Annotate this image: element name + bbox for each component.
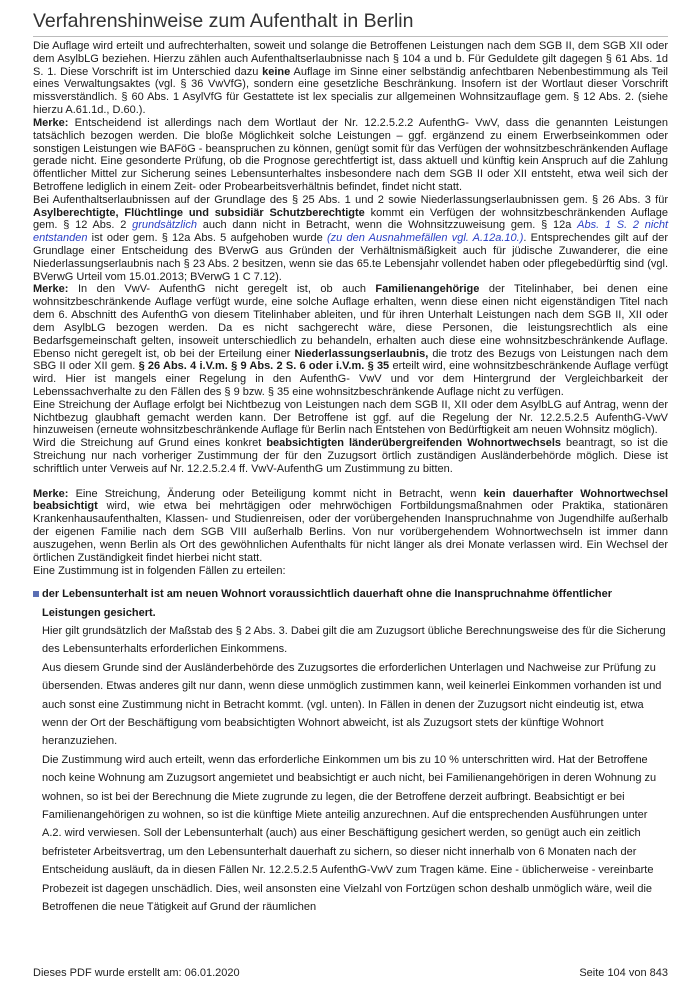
paragraph-7: Merke: Eine Streichung, Änderung oder Beteiligung kommt nicht in Betracht, wenn kein dauerhafter Wohnortwechsel beabsichtigt wird, wie etwa bei mehrtägigen oder mehrwöchigen Fortbildungsmaßnahmen oder Praktika, stationären Krankenhausaufenthalten, Klassen- und Studienreisen, oder der vorübergehenden Inanspruchnahme von Jugendhilfe außerhalb der eigenen Familie nach dem SGB VIII außerhalb Berlins. Von nur vorübergehendem Wohnortwechseln ist immer dann auszugehen, wenn Berlin als Ort des gewöhnlichen Aufenthalts für nicht länger als drei Monate verlassen wird. Ein Wechsel der örtlichen Zuständigkeit findet hierbei nicht statt. bbox=[33, 487, 669, 564]
merke-label: Merke: bbox=[33, 283, 69, 296]
paragraph-2: Merke: Entscheidend ist allerdings nach dem Wortlaut der Nr. 12.2.5.2.2 AufenthG- VwV, dass die genannten Leistungen tatsächlich bezogen werden. Die bloße Möglichkeit solche Leistungen – ggf. ergänzend zu einem Erwerbseinkommen oder sonstigen Leistungen wie BAFöG - beanspruchen zu können, genügt somit für das Verfügen der wohnsitzbeschränkenden Auflage gerade nicht. Eine gesonderte Prüfung, ob die Prognose gerechtfertigt ist, dass aktuell und künftig kein Anspruch auf die Zahlung öffentlicher Mittel zur Sicherung seines Lebensunterhaltes insbesondere nach dem SGB II oder XII entsteht, etwa weil sich der Betroffene lediglich in einem Zeit- oder Probearbeitsverhältnis befindet, findet nicht statt. bbox=[33, 116, 668, 193]
page-title: Verfahrenshinweise zum Aufenthalt in Berlin bbox=[33, 10, 414, 32]
paragraph-5: Eine Streichung der Auflage erfolgt bei Nichtbezug von Leistungen nach dem SGB II, XII oder dem AsylbLG auf Antrag, wenn der Nichtbezug glaubhaft gemacht werden kann. Der Betroffene ist ggf. auf die Regelung der Nr. 12.2.5.2.5 AufenthG-VwV hinzuweisen (erneute wohnsitzbeschränkende Auflage für Berlin nach Entstehen von Bedürftigkeit am neuen Wohnsitz möglich). bbox=[33, 398, 668, 437]
paragraph-4: Merke: In den VwV- AufenthG nicht geregelt ist, ob auch Familienangehörige der Titelinhaber, bei denen eine wohnsitzbeschränkende Auflage verfügt wurde, eine solche Auflage erhalten, wenn diese einen nicht eigenständigen Titel nach dem 6. Abschnitt des AufenthG von diesem Titelinhaber ableiten, und für ihren Unterhalt Leistungen nach dem SGB II, XII oder dem AsylbLG bezogen werden. Da es nicht sachgerecht wäre, diese Personen, die leistungsrechtlich als eine Bedarfsgemeinschaft gelten, insoweit unterschiedlich zu behandeln, erhalten auch diese eine wohnsitzbeschränkende Auflage. Ebenso nicht geregelt ist, ob bei der Erteilung einer Niederlassungserlaubnis, die trotz des Bezugs von Leistungen nach dem SBG II oder XII gem. § 26 Abs. 4 i.V.m. § 9 Abs. 2 S. 6 oder i.V.m. § 35 erteilt wird, eine wohnsitzbeschränkende Auflage verfügt wird. Hier ist mangels einer Regelung in den AufenthG- VwV und vor dem Hintergrund der Vergleichbarkeit der Lebenssachverhalte zu den Fällen des § 9 bzw. § 35 eine wohnsitzbeschränkende Auflage nicht zu verfügen. bbox=[33, 283, 669, 398]
bullet-square-icon bbox=[33, 591, 39, 597]
paragraph-3: Bei Aufenthaltserlaubnissen auf der Grundlage des § 25 Abs. 1 und 2 sowie Niederlassungserlaubnissen gem. § 26 Abs. 3 für Asylberechtigte, Flüchtlinge und subsidiär Schutzberechtigte kommt ein Verfügen der wohnsitzbeschränkenden Auflage gem. § 12 Abs. 2 grundsätzlich auch dann nicht in Betracht, wenn die Wohnsitzzuweisung gem. § 12a Abs. 1 S. 2 nicht entstanden ist oder gem. § 12a Abs. 5 aufgehoben wurde (zu den Ausnahmefällen vgl. A.12a.10.). Entsprechendes gilt auf der Grundlage einer Entscheidung des BVerwG aus Gründen der Verhältnismäßigkeit auch für jüdische Zuwanderer, die eine Niederlassungserlaubnis nach § 23 Abs. 2 besitzen, wenn sie das 65.te Lebensjahr vollendet haben oder pflegebedürftig sind (vgl. BVerwG Urteil vom 15.01.2013; BVerwG 1 C 7.12). bbox=[33, 193, 669, 283]
list-item bbox=[33, 585, 668, 622]
document-body bbox=[33, 40, 668, 916]
title-divider bbox=[33, 36, 668, 37]
link-abs-1-s-2[interactable]: Abs. 1 S. 2 nicht entstanden bbox=[33, 219, 669, 245]
link-grundsaetzlich[interactable]: grundsätzlich bbox=[132, 219, 197, 232]
bullet-heading: der Lebensunterhalt ist am neuen Wohnort voraussichtlich dauerhaft ohne die Inanspruchnahme öffentlicher Leistungen gesichert. bbox=[42, 588, 613, 619]
bullet-paragraph-1: Hier gilt grundsätzlich der Maßstab des § 2 Abs. 3. Dabei gilt die am Zuzugsort übliche Berechnungsweise des für die Sicherung des Lebensunterhalts erforderlichen Einkommens. bbox=[42, 624, 666, 656]
paragraph-8: Eine Zustimmung ist in folgenden Fällen zu erteilen: bbox=[33, 564, 286, 577]
bullet-paragraph-2: Aus diesem Grunde sind der Ausländerbehörde des Zuzugsortes die erforderlichen Unterlagen und Nachweise zur Prüfung zu übersenden. Etwas anderes gilt nur dann, wenn diese unmöglich zustimmen kann, weil keinerlei Einkommen vorhanden ist und auch sonst eine Zustimmung nicht in Betracht kommt. (vgl. unten). In Fällen in denen der Zuzugsort nicht eindeutig ist, etwa wenn der Ort der Beschäftigung vom beabsichtigten Wohnort abweicht, ist als Zuzugsort stets der künftige Wohnort heranzuziehen. bbox=[42, 661, 662, 748]
footer-created-date: Dieses PDF wurde erstellt am: 06.01.2020 bbox=[33, 967, 240, 979]
link-ausnahmefaelle[interactable]: (zu den Ausnahmefällen vgl. A.12a.10.) bbox=[326, 232, 524, 245]
bullet-paragraph-3: Die Zustimmung wird auch erteilt, wenn das erforderliche Einkommen um bis zu 10 % unterschritten wird. Hat der Betroffene noch keine Wohnung am Zuzugsort angemietet und beabsichtigt er auch nicht, bei Familienangehörigen in deren Wohnung zu wohnen, so ist bei der Berechnung die Miete zugrunde zu legen, die der Betroffene derzeit aufbringt. Beabsichtigt er bei Familienangehörigen zu wohnen, so ist die künftige Miete anteilig anzurechnen. Auf die entsprechenden Ausführungen unter A.2. wird verwiesen. Soll der Lebensunterhalt (auch) aus einer Beschäftigung gesichert werden, so genügt auch ein zeitlich befristeter Arbeitsvertrag, um den Lebensunterhalt dauerhaft zu sichern, so dieser nicht innerhalb von 6 Monaten nach der Entscheidung ausläuft, da in diesen Fällen Nr. 12.2.5.2.5 AufenthG-VwV zum Tragen käme. Eine - üblicherweise - vereinbarte Probezeit ist dagegen unschädlich. Dies, weil ansonsten eine Vielzahl von Fortzügen schon deshalb unmöglich wäre, weil die Betroffenen die neue Tätigkeit auf Grund der räumlichen bbox=[42, 753, 657, 913]
paragraph-1: Die Auflage wird erteilt und aufrechterhalten, soweit und solange die Betroffenen Leistungen nach dem SGB II, dem SGB XII oder dem AsylbLG beziehen. Hierzu zählen auch Aufenthaltserlaubnisse nach § 104 a und b. Für Geduldete gilt dagegen § 61 Abs. 1d S. 1. Diese Vorschrift ist im Unterschied dazu keine Auflage im Sinne einer selbständig anfechtbaren Nebenbestimmung als Teil eines Verwaltungsaktes (vgl. § 36 VwVfG), sondern eine gesetzliche Beschränkung. Insofern ist der Wortlaut dieser Vorschrift missverständlich. § 60 Abs. 1 AsylVfG für Gestattete ist lex specialis zur allgemeinen Wohnsitzauflage gem. § 12 Abs. 2. (siehe hierzu A.61.1d., D.60.). bbox=[33, 40, 668, 117]
footer-page-number: Seite 104 von 843 bbox=[579, 967, 668, 979]
merke-label: Merke: bbox=[33, 116, 69, 129]
paragraph-gap bbox=[33, 476, 668, 488]
paragraph-6: Wird die Streichung auf Grund eines konkret beabsichtigten länderübergreifenden Wohnortwechsels beantragt, so ist die Streichung nur nach vorheriger Zustimmung der für den Zuzugsort örtlich zuständigen Ausländerbehörde möglich. Diese ist schriftlich unter Verweis auf Nr. 12.2.5.2.4 ff. VwV-AufenthG um Zustimmung zu bitten. bbox=[33, 437, 668, 475]
merke-label: Merke: bbox=[33, 487, 69, 500]
